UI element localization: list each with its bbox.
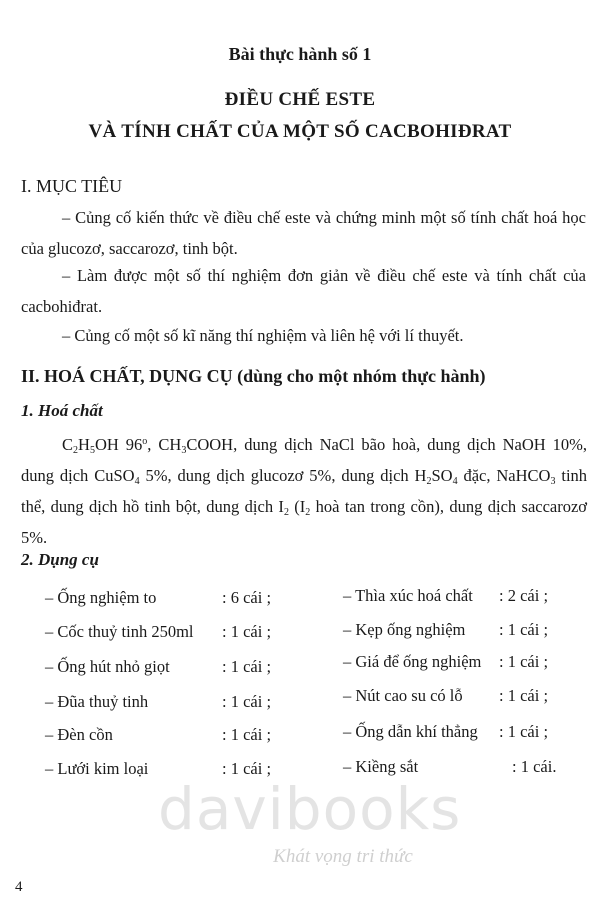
chem-ch3cooh: $CH_3COOH$ <box>158 435 234 456</box>
title-line-2: VÀ TÍNH CHẤT CỦA MỘT SỐ CACBOHIĐRAT <box>88 121 512 142</box>
tool-right-4-qty: : 1 cái ; <box>499 686 549 705</box>
chemicals-paragraph: $C_2H_5OH$ 96$^o$, $CH_3COOH$, dung dịch NaCl bão hoà, dung dịch NaOH 10%, dung dịch CuSO$_4$ 5%, dung dịch glucozơ 5%, dung dịch $H_2SO_4$ đặc, NaHCO$_3$ tinh thể, dung dịch hồ tinh bột, dung dịch $I_2$ ($I_2$ hoà tan trong cồn), dung dịch saccarozơ 5%. <box>21 435 588 547</box>
chem-h2so4: dung dịch $H_2SO_4$ đặc <box>341 466 487 487</box>
page-number: 4 <box>15 879 23 895</box>
objective-3-text: – Củng cố một số kĩ năng thí nghiệm và liên hệ với lí thuyết. <box>62 326 464 345</box>
tools-heading: 2. Dụng cụ <box>21 550 99 569</box>
tool-right-4: – Nút cao su có lỗ <box>343 686 463 705</box>
tool-left-3: – Ống hút nhỏ giọt <box>45 657 170 676</box>
objective-1-text: – Củng cố kiến thức về điều chế este và chứng minh một số tính chất hoá học của glucozơ, saccarozơ, tinh bột. <box>21 208 586 258</box>
title-line-1: ĐIỀU CHẾ ESTE <box>224 89 376 110</box>
tool-right-2: – Kẹp ống nghiệm <box>343 620 466 639</box>
chem-nacl: dung dịch NaCl bão hoà <box>244 435 417 454</box>
tool-left-3-qty: : 1 cái ; <box>222 657 272 676</box>
tool-left-5: – Đèn cồn <box>45 725 113 744</box>
tool-right-3-qty: : 1 cái ; <box>499 652 549 671</box>
chem-saccarozo: dung dịch saccarozơ 5% <box>21 497 588 547</box>
tool-left-5-qty: : 1 cái ; <box>222 725 272 744</box>
section1-heading: I. MỤC TIÊU <box>21 176 123 196</box>
watermark-tagline: Khát vọng tri thức <box>273 846 413 867</box>
tool-right-2-qty: : 1 cái ; <box>499 620 549 639</box>
tool-left-2-qty: : 1 cái ; <box>222 622 272 641</box>
tool-right-5: – Ống dẫn khí thẳng <box>343 722 478 741</box>
chem-nahco3: NaHCO$_3$ tinh thể <box>21 466 588 516</box>
chem-glucozo: dung dịch glucozơ 5% <box>177 466 332 485</box>
tool-left-2: – Cốc thuỷ tinh 250ml <box>45 622 194 641</box>
tool-right-3: – Giá để ống nghiệm <box>343 652 482 671</box>
tool-left-4: – Đũa thuỷ tinh <box>45 692 149 711</box>
objective-2-text: – Làm được một số thí nghiệm đơn giản về điều chế este và tính chất của cacbohiđrat. <box>21 266 586 316</box>
chem-ho-tinh-bot: dung dịch hồ tinh bột <box>50 497 197 516</box>
tool-right-5-qty: : 1 cái ; <box>499 722 549 741</box>
chemicals-heading: 1. Hoá chất <box>21 401 103 420</box>
tool-right-6-qty: : 1 cái. <box>512 757 557 776</box>
chem-cuso4: dung dịch CuSO$_4$ 5% <box>21 466 168 487</box>
tool-left-6: – Lưới kim loại <box>45 759 149 778</box>
tool-right-1: – Thìa xúc hoá chất <box>343 586 473 605</box>
tool-left-4-qty: : 1 cái ; <box>222 692 272 711</box>
chem-c2h5oh: $C_2H_5OH$ 96$^o$ <box>62 435 148 456</box>
chem-i2: dung dịch $I_2$ ($I_2$ hoà tan trong cồn) <box>206 497 440 518</box>
tool-right-6: – Kiềng sắt <box>343 757 419 776</box>
lesson-label: Bài thực hành số 1 <box>228 44 372 64</box>
objective-2 <box>21 260 586 322</box>
watermark-logo: davibooks <box>158 775 462 843</box>
section2-heading: II. HOÁ CHẤT, DỤNG CỤ (dùng cho một nhóm thực hành) <box>21 366 486 386</box>
chem-naoh: dung dịch NaOH 10% <box>427 435 583 454</box>
tool-right-1-qty: : 2 cái ; <box>499 586 549 605</box>
tool-left-6-qty: : 1 cái ; <box>222 759 272 778</box>
objective-3 <box>21 320 586 351</box>
tool-left-1-qty: : 6 cái ; <box>222 588 272 607</box>
tool-left-1: – Ống nghiệm to <box>45 588 157 607</box>
objective-1 <box>21 202 586 264</box>
